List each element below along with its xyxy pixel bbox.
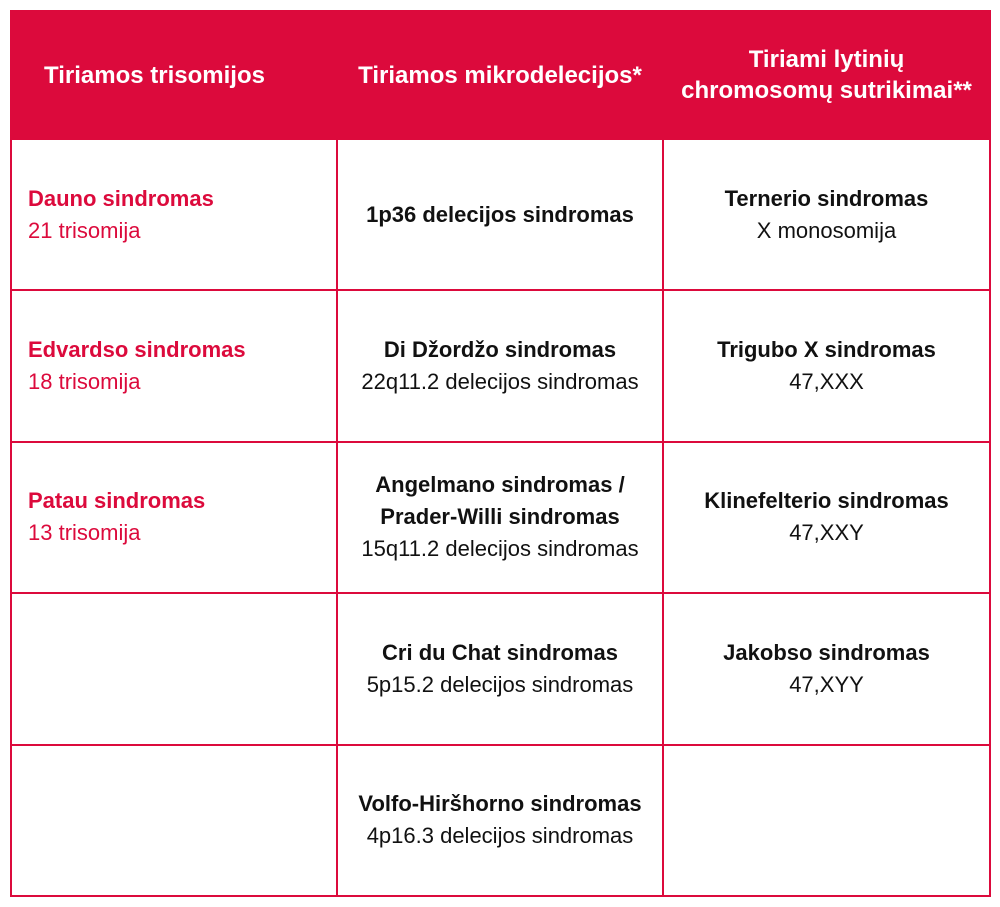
trisomy-cell: [11, 442, 337, 593]
microdeletion-cell: [337, 139, 663, 290]
trisomy-cell: [11, 290, 337, 441]
table-row: [11, 442, 990, 593]
syndrome-name: Edvardso sindromas: [28, 337, 246, 363]
syndrome-name: Trigubo X sindromas: [717, 337, 936, 363]
syndrome-name: Di Džordžo sindromas: [383, 337, 617, 363]
syndrome-detail: 18 trisomija: [28, 369, 141, 395]
trisomy-cell: [11, 139, 337, 290]
syndrome-name: Volfo-Hiršhorno sindromas: [358, 791, 642, 817]
syndrome-detail: 4p16.3 delecijos sindromas: [366, 823, 634, 849]
syndrome-detail: 5p15.2 delecijos sindromas: [366, 671, 634, 697]
header-row: [11, 11, 990, 139]
syndrome-detail: 47,XXX: [789, 369, 864, 395]
header-trisomies: Tiriamos trisomijos: [11, 11, 337, 139]
table-row: [11, 745, 990, 896]
header-microdeletions: Tiriamos mikrodelecijos*: [337, 11, 663, 139]
syndrome-name: Ternerio sindromas: [724, 185, 929, 211]
table-row: [11, 593, 990, 744]
sex-chromosome-cell: [663, 593, 990, 744]
sex-chromosome-cell: [663, 442, 990, 593]
syndrome-name: Cri du Chat sindromas: [382, 639, 618, 665]
syndrome-name: Angelmano sindromas / Prader-Willi sindromas: [375, 472, 625, 530]
syndrome-detail: 22q11.2 delecijos sindromas: [361, 369, 639, 395]
syndrome-detail: 21 trisomija: [28, 217, 141, 243]
syndrome-name: Patau sindromas: [28, 488, 206, 514]
microdeletion-cell: [337, 442, 663, 593]
syndromes-table: [10, 10, 991, 897]
trisomy-cell: [11, 745, 337, 896]
syndrome-detail: 13 trisomija: [28, 520, 141, 546]
syndrome-name: Klinefelterio sindromas: [704, 488, 949, 514]
syndrome-detail: 47,XXY: [789, 520, 864, 546]
trisomy-cell: [11, 593, 337, 744]
syndrome-detail: 15q11.2 delecijos sindromas: [361, 536, 639, 562]
sex-chromosome-cell: [663, 745, 990, 896]
syndrome-detail: X monosomija: [756, 217, 897, 243]
sex-chromosome-cell: [663, 139, 990, 290]
syndrome-name: Dauno sindromas: [28, 185, 214, 211]
table-row: [11, 139, 990, 290]
header-sex-chromosome-disorders: Tiriami lytinių chromosomų sutrikimai**: [663, 11, 990, 139]
syndrome-detail: 47,XYY: [789, 671, 864, 697]
microdeletion-cell: [337, 593, 663, 744]
syndrome-name: 1p36 delecijos sindromas: [366, 201, 634, 227]
microdeletion-cell: [337, 745, 663, 896]
sex-chromosome-cell: [663, 290, 990, 441]
syndrome-name: Jakobso sindromas: [723, 639, 930, 665]
microdeletion-cell: [337, 290, 663, 441]
table-row: [11, 290, 990, 441]
